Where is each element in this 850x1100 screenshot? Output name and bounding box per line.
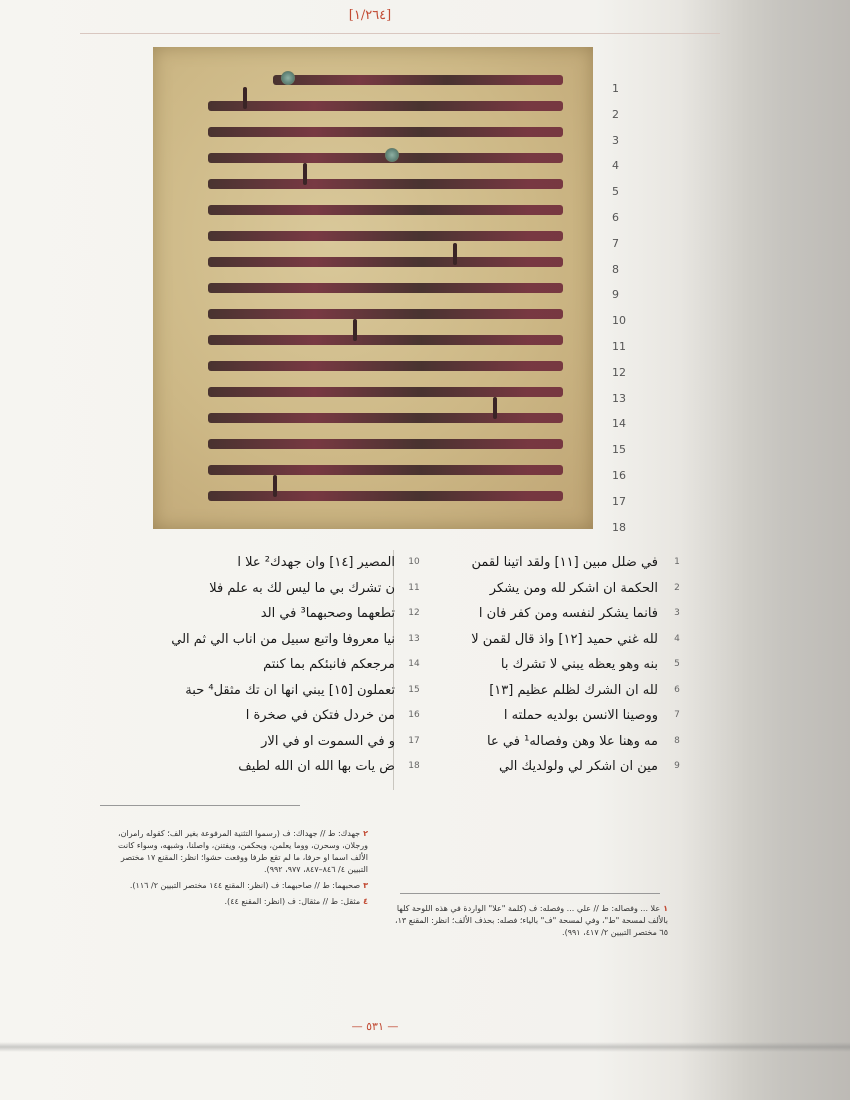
manuscript-line-numbers: [612, 76, 642, 540]
footnote: [395, 903, 668, 939]
transcription-line-number: 7: [674, 710, 680, 720]
footnote-text: صحبهما: ط // صاحبهما: ف (انظر: المقنع ١٤٤ مختصر التبيين ٢/ ١١٦).: [129, 881, 361, 890]
page-reference: [١/٢٦٤]: [348, 8, 392, 23]
transcription-line: [428, 678, 680, 704]
transcription-line-text: فانما يشكر لنفسه ومن كفر فان ا: [478, 606, 658, 621]
transcription-line: [428, 703, 680, 729]
transcription-line: [428, 652, 680, 678]
transcription-line: [428, 550, 680, 576]
manuscript-line: [208, 257, 563, 267]
transcription-line: [165, 652, 420, 678]
manuscript-line: [208, 465, 563, 475]
footnote-text: جهدك: ط // جهداك: ف (رسموا التثنية المرفوعة بغير الف؛ كقوله رامران، ورجلان، وسحرن، ووما يعلمن، ويحكمن، ويفتنن، واصلنا، وشبهه، وسواء كانت الألف اسما او حرفا، ما لم تقع طرفا ووقعت حشوا؛ انظر: المقنع ١٧ مختصر التبيين ٤/ ٨٤٦–٨٤٧، ٩٧٧، ٩٩٢).: [118, 829, 368, 874]
footnote-rule-left: [100, 805, 300, 806]
transcription-line-text: لله غني حميد [١٢] واذ قال لقمن لا: [471, 631, 658, 647]
transcription-line-text: الحكمة ان اشكر لله ومن يشكر: [489, 580, 658, 596]
transcription-line: [165, 703, 420, 729]
transcription-line-text: ن تشرك بي ما ليس لك به علم فلا: [209, 580, 395, 596]
manuscript-line-number: 16: [612, 468, 626, 482]
transcription-line-text: مه وهنا علا وهن وفصاله¹ في عا: [487, 733, 658, 749]
transcription-line-number: 5: [674, 659, 680, 669]
transcription-line: [428, 729, 680, 755]
page-number: — ٥٣١ —: [351, 1020, 399, 1033]
transcription-line-number: 10: [408, 557, 420, 567]
transcription-line-number: 1: [674, 557, 680, 567]
page-edge-shadow: [0, 1042, 850, 1052]
manuscript-line: [208, 127, 563, 137]
manuscript-stroke: [493, 397, 497, 419]
manuscript-stroke: [353, 319, 357, 341]
transcription-line-number: 12: [408, 608, 420, 618]
transcription-line-text: مرجعكم فانبئكم بما كنتم: [263, 657, 395, 672]
manuscript-line-number: 14: [612, 417, 626, 431]
manuscript-line: [208, 179, 563, 189]
footnote-number: ٣: [363, 881, 368, 890]
transcription-line: [165, 678, 420, 704]
manuscript-line-number: 8: [612, 262, 619, 276]
manuscript-line-number: 15: [612, 443, 626, 457]
transcription-line: [165, 754, 420, 780]
transcription-line: [165, 550, 420, 576]
transcription-line-number: 11: [408, 582, 420, 593]
verse-rosette-icon: [281, 71, 295, 85]
transcription-line-number: 15: [408, 684, 420, 695]
manuscript-line: [208, 413, 563, 423]
transcription-line-text: تطعهما وصحبهما³ في الد: [260, 606, 395, 621]
footnote-number: ١: [663, 904, 668, 913]
transcription-line: [428, 601, 680, 627]
manuscript-line: [273, 75, 563, 85]
manuscript-line-number: 3: [612, 133, 619, 147]
header-rule: [80, 33, 720, 34]
manuscript-line-number: 9: [612, 288, 619, 302]
footnote: [100, 828, 368, 876]
transcription-line-text: تعملون [١٥] يبني انها ان تك مثقل⁴ حبة: [185, 682, 395, 698]
transcription-line-text: نيا معروفا واتبع سبيل من اناب الي ثم الي: [171, 631, 395, 647]
manuscript-line: [208, 283, 563, 293]
transcription-line: [428, 576, 680, 602]
manuscript-line-number: 12: [612, 365, 626, 379]
manuscript-line-number: 6: [612, 210, 619, 224]
manuscript-line-number: 10: [612, 314, 626, 328]
manuscript-stroke: [243, 87, 247, 109]
footnote: [100, 896, 368, 908]
manuscript-image: [153, 47, 593, 529]
transcription-line-number: 4: [674, 633, 680, 644]
transcription-line: [165, 601, 420, 627]
transcription-line-text: بنه وهو يعظه يبني لا تشرك با: [500, 657, 658, 672]
transcription-line: [428, 627, 680, 653]
transcription-line-number: 16: [408, 710, 420, 720]
footnote-text: مثقل: ط // مثقال: ف (انظر: المقنع ٤٤).: [224, 897, 361, 906]
transcription-line-text: لله ان الشرك لظلم عظيم [١٣]: [489, 682, 658, 698]
transcription-right-column: [428, 550, 680, 780]
footnotes-right: [395, 903, 668, 943]
verse-rosette-icon: [385, 148, 399, 162]
footnote: [100, 880, 368, 892]
transcription-line-number: 18: [408, 761, 420, 771]
transcription-line-text: و في السموت او في الار: [261, 733, 395, 749]
manuscript-line: [208, 439, 563, 449]
manuscript-line-number: 4: [612, 159, 619, 173]
manuscript-stroke: [453, 243, 457, 265]
transcription-line: [428, 754, 680, 780]
manuscript-line: [208, 491, 563, 501]
manuscript-line: [208, 309, 563, 319]
transcription-line-text: ض يات بها الله ان الله لطيف: [238, 759, 395, 774]
manuscript-line: [208, 335, 563, 345]
transcription-line-text: ووصينا الانسن بولديه حملته ا: [503, 708, 658, 723]
manuscript-line-number: 7: [612, 236, 619, 250]
transcription-line-number: 17: [408, 735, 420, 746]
manuscript-line: [208, 205, 563, 215]
transcription-line-number: 9: [674, 761, 680, 771]
manuscript-line: [208, 231, 563, 241]
manuscript-line: [208, 387, 563, 397]
footnote-number: ٤: [363, 897, 368, 906]
manuscript-line-number: 17: [612, 494, 626, 508]
transcription-line-number: 6: [674, 684, 680, 695]
manuscript-line-number: 5: [612, 185, 619, 199]
footnote-number: ٢: [363, 829, 368, 838]
transcription-line-number: 2: [674, 582, 680, 593]
transcription-line: [165, 729, 420, 755]
transcription-line: [165, 627, 420, 653]
footnote-rule-right: [400, 893, 660, 894]
manuscript-line: [208, 361, 563, 371]
manuscript-stroke: [273, 475, 277, 497]
transcription-line-number: 13: [408, 633, 420, 644]
transcription-line: [165, 576, 420, 602]
manuscript-line-number: 1: [612, 82, 619, 95]
footnotes-left: [100, 828, 368, 912]
transcription-line-number: 8: [674, 735, 680, 746]
footnote-text: علا ... وفصاله: ط // علي ... وفصله: ف (كلمة "علا" الواردة في هذه اللوحة كلها بالألف لمسحة "ط"، وفي لمسحة "ف" بالياء؛ فصله: بحذف الألف؛ انظر: المقنع ١٣، ٦٥ مختصر التبيين ٢/ ٤١٧، ٩٩١).: [394, 904, 668, 937]
transcription-line-text: من خردل فتكن في صخرة ا: [245, 708, 395, 723]
transcription-line-number: 14: [408, 659, 420, 669]
transcription-line-text: المصير [١٤] وان جهدك² علا ا: [237, 555, 395, 570]
manuscript-line-number: 13: [612, 391, 626, 405]
transcription-line-number: 3: [674, 608, 680, 618]
transcription-line-text: مين ان اشكر لي ولولديك الي: [499, 759, 658, 774]
manuscript-line-number: 2: [612, 107, 619, 121]
manuscript-line-number: 18: [612, 520, 626, 534]
transcription-line-text: في ضلل مبين [١١] ولقد اتينا لقمن: [471, 555, 658, 570]
manuscript-stroke: [303, 163, 307, 185]
transcription-left-column: [165, 550, 420, 780]
manuscript-line-number: 11: [612, 339, 626, 353]
manuscript-line: [208, 101, 563, 111]
